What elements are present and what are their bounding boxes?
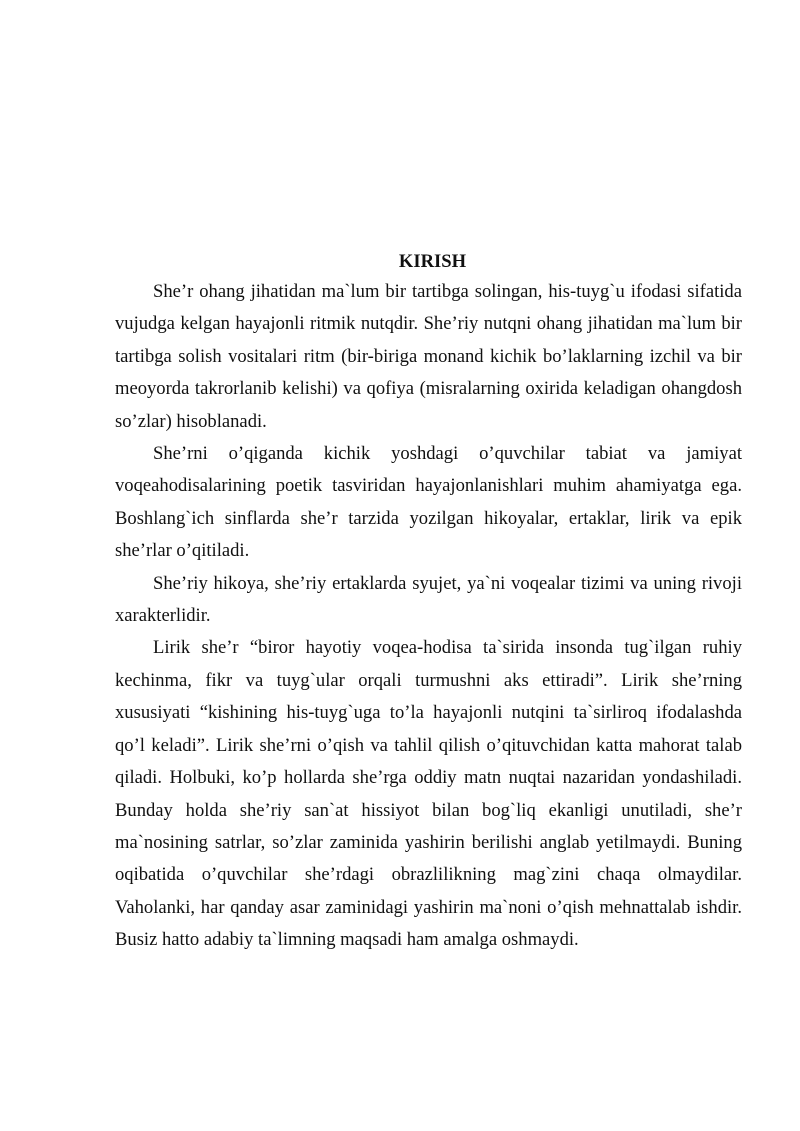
paragraph-2: She’rni o’qiganda kichik yoshdagi o’quvchilar tabiat va jamiyat voqeahodisalarining poetik tasviridan hayajonlanishlari muhim ahamiyatga ega. Boshlang`ich sinflarda she’r tarzida yozilgan hikoyalar, ertaklar, lirik va epik she’rlar o’qitiladi.	[115, 443, 742, 562]
paragraph-3: She’riy hikoya, she’riy ertaklarda syujet, ya`ni voqealar tizimi va uning rivoji xarakterlidir.	[115, 572, 742, 627]
paragraph-4: Lirik she’r “biror hayotiy voqea-hodisa ta`sirida insonda tug`ilgan ruhiy kechinma, fikr va tuyg`ular orqali turmushni aks ettiradi”. Lirik she’rning xususiyati “kishining his-tuyg`uga to’la hayajonli nutqini ta`sirliroq ifodalashda qo’l keladi”. Lirik she’rni o’qish va tahlil qilish o’qituvchidan katta mahorat talab qiladi. Holbuki, ko’p hollarda she’rga oddiy matn nuqtai nazaridan yondashiladi. Bunday holda she’riy san`at hissiyot bilan bog`liq ekanligi unutiladi, she’r ma`nosining satrlar, so’zlar zaminida yashirin berilishi anglab yetilmaydi. Buning oqibatida o’quvchilar she’rdagi obrazlilikning mag`zini chaqa olmaydilar. Vaholanki, har qanday asar zaminidagi yashirin ma`noni o’qish mehnattalab ishdir. Busiz hatto adabiy ta`limning maqsadi ham amalga oshmaydi.	[115, 637, 742, 951]
paragraph-1: She’r ohang jihatidan ma`lum bir tartibga solingan, his-tuyg`u ifodasi sifatida vujudga kelgan hayajonli ritmik nutqdir. She’riy nutqni ohang jihatidan ma`lum bir tartibga solish vositalari ritm (bir-biriga monand kichik bo’laklarning izchil va bir meoyorda takrorlanib kelishi) va qofiya (misralarning oxirida keladigan ohangdosh so’zlar) hisoblanadi.	[115, 281, 742, 432]
page-title: KIRISH	[398, 251, 467, 272]
document-body	[115, 248, 742, 957]
